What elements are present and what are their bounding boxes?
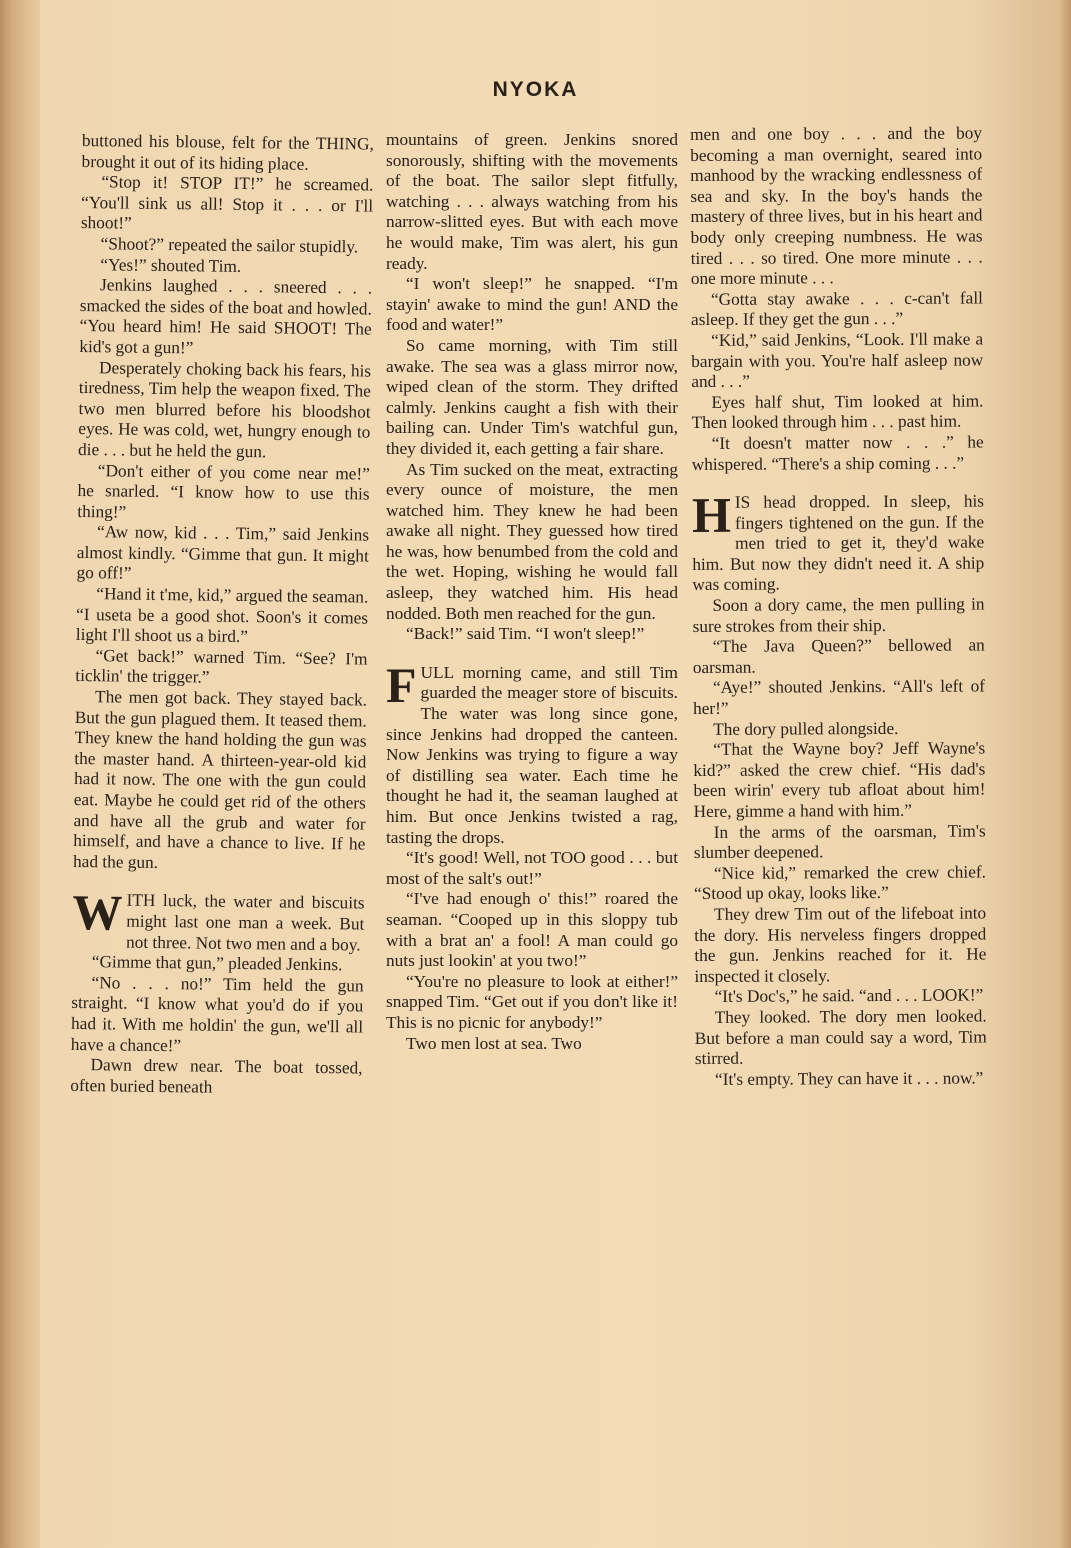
paragraph: “Don't either of you come near me!” he snarled. “I know how to use this thing!”	[77, 460, 370, 522]
page-edge	[1057, 0, 1071, 1548]
paragraph: Desperately choking back his fears, his tiredness, Tim help the weapon fixed. The two men blurred before his bloodshot eyes. He was cold, wet, hungry enough to die . . . but he held the gun.	[77, 357, 372, 462]
paragraph: “It's Doc's,” he said. “and . . . LOOK!”	[714, 985, 984, 1007]
paragraph: So came morning, with Tim still awake. The sea was a glass mirror now, wiped clean of the storm. They drifted calmly. Jenkins caught a fish with their bailing can. Under Tim's watchful gun, they divided it, each getting a fair share.	[386, 335, 678, 458]
paragraph: “The Java Queen?” bellowed an oarsman.	[692, 635, 985, 677]
paragraph: mountains of green. Jenkins snored sonorously, shifting with the movements of the boat. The sailor slept fitfully, watching . . . always watching from his narrow-slitted eyes. But with each move he would make, Tim was alert, his gun ready.	[386, 130, 678, 273]
paragraph: “Kid,” said Jenkins, “Look. I'll make a bargain with you. You're half asleep now and . . .”	[691, 329, 984, 392]
paragraph: “Get back!” warned Tim. “See? I'm ticklin' the trigger.”	[75, 646, 368, 688]
paragraph: Dawn drew near. The boat tossed, often buried beneath	[70, 1055, 363, 1097]
section-opening-paragraph: WITH luck, the water and biscuits might last one man a week. But not three. Not two men and a boy.	[72, 884, 365, 955]
paragraph: Jenkins laughed . . . sneered . . . smacked the sides of the boat and howled. “You heard him! He said SHOOT! The kid's got a gun!”	[79, 275, 373, 358]
binding-gutter	[0, 0, 40, 1548]
text-column-2	[386, 130, 678, 1470]
paragraph: “I've had enough o' this!” roared the seaman. “Cooped up in this sloppy tub with a brat an' a fool! A man could go nuts just lookin' at you two!”	[386, 889, 678, 971]
paragraph: Eyes half shut, Tim looked at him. Then looked through him . . . past him.	[691, 391, 984, 433]
paragraph: “Shoot?” repeated the sailor stupidly.	[100, 234, 359, 257]
paragraph: “It's empty. They can have it . . . now.”	[714, 1068, 984, 1089]
paragraph: “Back!” said Tim. “I won't sleep!”	[406, 624, 645, 644]
paragraph: men and one boy . . . and the boy becoming a man overnight, seared into manhood by the wracking endlessness of sea and sky. In the boy's hands the mastery of three lives, but in his heart and body only creeping numbness. He was tired . . . so tired. One more minute . . . one more minute . . .	[690, 123, 983, 289]
paragraph: “Aye!” shouted Jenkins. “All's left of her!”	[693, 676, 985, 719]
paragraph: “Aw now, kid . . . Tim,” said Jenkins almost kindly. “Gimme that gun. It might go off!”	[76, 522, 370, 584]
paragraph: They drew Tim out of the lifeboat into the dory. His nerveless fingers dropped the gun. Jenkins reached for it. He inspected it closely.	[694, 903, 987, 986]
paragraph: “Gotta stay awake . . . c-can't fall asleep. If they get the gun . . .”	[690, 288, 983, 330]
paragraph: buttoned his blouse, felt for the THING, brought it out of its hiding place.	[81, 131, 374, 174]
paragraph: The men got back. They stayed back. But the gun plagued them. It teased them. They knew the hand holding the gun was the master hand. A thirteen-year-old kid had it now. The one with the gun could eat. Maybe he could get rid of the others and have all the grub and water for himself, and have a chance to live. If he had the gun.	[72, 687, 368, 872]
paragraph: “That the Wayne boy? Jeff Wayne's kid?” asked the crew chief. “His dad's been wirin' every tub afloat about him! Here, gimme a hand with him.”	[693, 738, 986, 821]
paragraph: “It's good! Well, not TOO good . . . but most of the salt's out!”	[386, 848, 678, 888]
paragraph: As Tim sucked on the meat, extracting every ounce of moisture, the men watched him. They knew he had been awake all night. They guessed how tired he was, how benumbed from the cold and the wet. Hoping, wishing he would fall asleep, they watched him. His head nodded. Both men reached for the gun.	[386, 459, 678, 623]
paragraph: “Nice kid,” remarked the crew chief. “Stood up okay, looks like.”	[693, 862, 986, 904]
paragraph: “It doesn't matter now . . .” he whispered. “There's a ship coming . . .”	[691, 432, 984, 474]
text-column-1	[66, 131, 374, 1474]
paragraph: “You're no pleasure to look at either!” snapped Tim. “Get out if you don't like it! This is no picnic for anybody!”	[386, 971, 678, 1032]
paragraph: The dory pulled alongside.	[713, 718, 899, 739]
paragraph: Two men lost at sea. Two	[406, 1033, 582, 1053]
section-opening-paragraph: FULL morning came, and still Tim guarded the meager store of biscuits. The water was long since gone, since Jenkins had dropped the canteen. Now Jenkins was trying to figure a way of distilling sea water. Each time he thought he had it, the seaman laughed at him. But once Jenkins twisted a rag, tasting the drops.	[386, 656, 678, 847]
text-column-3	[690, 123, 989, 1465]
paragraph: They looked. The dory men looked. But before a man could say a word, Tim stirred.	[694, 1006, 987, 1069]
paragraph: “Gimme that gun,” pleaded Jenkins.	[91, 952, 343, 975]
paragraph: “Yes!” shouted Tim.	[100, 254, 242, 276]
section-opening-paragraph: HIS head dropped. In sleep, his fingers tightened on the gun. If the men tried to get it, they'd wake him. But now they didn't need it. A ship was coming.	[691, 486, 985, 595]
paragraph: “Hand it t'me, kid,” argued the seaman. “I useta be a good shot. Soon's it comes light I'll shoot us a bird.”	[75, 584, 369, 647]
paragraph: “No . . . no!” Tim held the gun straight. “I know what you'd do if you had it. With me holdin' the gun, we'll all have a chance!”	[70, 972, 364, 1055]
paragraph: “I won't sleep!” he snapped. “I'm stayin' awake to mind the gun! AND the food and water!”	[386, 274, 678, 335]
paragraph: In the arms of the oarsman, Tim's slumber deepened.	[693, 821, 986, 863]
paragraph: “Stop it! STOP IT!” he screamed. “You'll sink us all! Stop it . . . or I'll shoot!”	[80, 172, 374, 233]
page-header: NYOKA	[492, 78, 579, 101]
paragraph: Soon a dory came, the men pulling in sure strokes from their ship.	[692, 594, 985, 636]
